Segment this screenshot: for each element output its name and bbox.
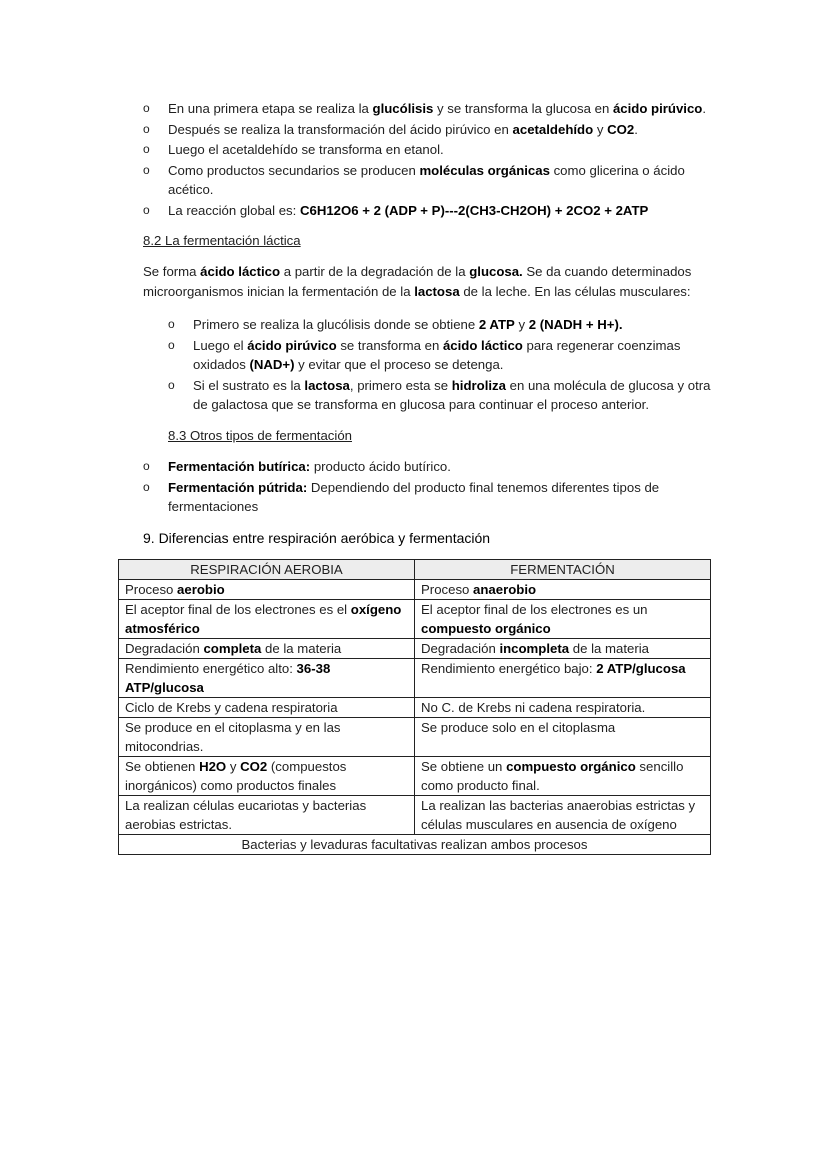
- bold-term: anaerobio: [473, 582, 537, 597]
- cell-aerobic: El aceptor final de los electrones es el oxígeno atmosférico: [119, 600, 415, 639]
- bold-term: 2 ATP: [478, 317, 515, 332]
- list-item: o Fermentación pútrida: Dependiendo del producto final tenemos diferentes tipos de fermentaciones: [143, 478, 713, 517]
- bold-term: acetaldehído: [512, 121, 594, 137]
- bold-term: oxígeno atmosférico: [125, 602, 402, 636]
- cell-aerobic: Rendimiento energético alto: 36-38 ATP/glucosa: [119, 659, 415, 698]
- bold-term: glucólisis: [372, 101, 434, 116]
- section-heading-other: 8.3 Otros tipos de fermentación: [168, 428, 352, 443]
- bold-term: incompleta: [499, 641, 570, 656]
- bold-term: CO2: [607, 121, 635, 137]
- bold-term: aerobio: [177, 582, 225, 597]
- bold-term: compuesto orgánico: [421, 621, 551, 636]
- cell-fermentation: La realizan las bacterias anaerobias estrictas y células musculares en ausencia de oxígeno: [415, 796, 711, 835]
- bold-term: 36-38 ATP/glucosa: [125, 661, 331, 695]
- cell-aerobic: Ciclo de Krebs y cadena respiratoria: [119, 698, 415, 718]
- cell-fermentation: Se obtiene un compuesto orgánico sencillo como producto final.: [415, 757, 711, 796]
- differences-heading: 9. Diferencias entre respiración aeróbica y fermentación: [143, 530, 491, 546]
- bold-term: ácido pirúvico: [612, 101, 703, 116]
- comparison-table: [118, 559, 711, 855]
- list-item: o Después se realiza la transformación del ácido pirúvico en acetaldehído y CO2.: [143, 120, 723, 140]
- table-footer-cell: Bacterias y levaduras facultativas realizan ambos procesos: [119, 835, 711, 855]
- bold-term: moléculas orgánicas: [419, 162, 550, 178]
- lactic-steps-list: [168, 315, 713, 416]
- table-row: [119, 639, 711, 659]
- bold-term: glucosa.: [469, 264, 523, 279]
- bold-term: completa: [203, 641, 262, 656]
- bold-term: lactosa: [414, 283, 460, 299]
- table-row: [119, 580, 711, 600]
- cell-aerobic: Degradación completa de la materia: [119, 639, 415, 659]
- bold-term: H2O: [199, 759, 227, 774]
- cell-aerobic: Se obtienen H2O y CO2 (compuestos inorgánicos) como productos finales: [119, 757, 415, 796]
- column-header-fermentation: FERMENTACIÓN: [415, 560, 711, 580]
- bold-term: ácido láctico: [442, 337, 523, 353]
- bold-term: C6H12O6 + 2 (ADP + P)---2(CH3-CH2OH) + 2CO2 + 2ATP: [299, 202, 649, 218]
- bold-term: 2 ATP/glucosa: [596, 661, 686, 676]
- cell-fermentation: Proceso anaerobio: [415, 580, 711, 600]
- list-item: o Luego el acetaldehído se transforma en etanol.: [143, 140, 723, 160]
- bold-term: 2 (NADH + H+).: [528, 317, 623, 332]
- list-item: o Primero se realiza la glucólisis donde se obtiene 2 ATP y 2 (NADH + H+).: [168, 315, 713, 335]
- list-item: o Si el sustrato es la lactosa, primero esta se hidroliza en una molécula de glucosa y otra de galactosa que se transforma en glucosa para continuar el proceso anterior.: [168, 376, 713, 415]
- bold-term: Fermentación butírica:: [168, 459, 311, 474]
- fermentation-steps-list: [143, 99, 723, 221]
- table-row: [119, 718, 711, 757]
- cell-fermentation: Se produce solo en el citoplasma: [415, 718, 711, 757]
- bold-term: Fermentación pútrida:: [168, 479, 308, 495]
- table-header-row: [119, 560, 711, 580]
- table-body: [119, 580, 711, 835]
- section-heading-lactic: 8.2 La fermentación láctica: [143, 233, 301, 248]
- bold-term: (NAD+): [249, 357, 295, 372]
- bold-term: ácido láctico: [200, 264, 281, 279]
- table-row: [119, 698, 711, 718]
- cell-fermentation: El aceptor final de los electrones es un compuesto orgánico: [415, 600, 711, 639]
- cell-fermentation: No C. de Krebs ni cadena respiratoria.: [415, 698, 711, 718]
- bold-term: hidroliza: [451, 377, 506, 393]
- list-item: o Luego el ácido pirúvico se transforma en ácido láctico para regenerar coenzimas oxidados (NAD+) y evitar que el proceso se detenga.: [168, 336, 713, 375]
- cell-aerobic: Proceso aerobio: [119, 580, 415, 600]
- list-item: o La reacción global es: C6H12O6 + 2 (ADP + P)---2(CH3-CH2OH) + 2CO2 + 2ATP: [143, 201, 723, 221]
- bold-term: CO2: [240, 759, 268, 774]
- list-item: o Fermentación butírica: producto ácido butírico.: [143, 457, 713, 477]
- table-footer-row: [119, 835, 711, 855]
- list-item: o Como productos secundarios se producen moléculas orgánicas como glicerina o ácido acético.: [143, 161, 723, 200]
- table-row: [119, 600, 711, 639]
- cell-fermentation: Degradación incompleta de la materia: [415, 639, 711, 659]
- table-row: [119, 659, 711, 698]
- bold-term: compuesto orgánico: [506, 759, 636, 774]
- lactic-paragraph: Se forma ácido láctico a partir de la degradación de la glucosa. Se da cuando determinados microorganismos inician la fermentación de la lactosa de la leche. En las células musculares:: [143, 264, 692, 299]
- cell-aerobic: La realizan células eucariotas y bacterias aerobias estrictas.: [119, 796, 415, 835]
- list-item: o En una primera etapa se realiza la glucólisis y se transforma la glucosa en ácido pirúvico.: [143, 99, 723, 119]
- cell-fermentation: Rendimiento energético bajo: 2 ATP/glucosa: [415, 659, 711, 698]
- table-row: [119, 796, 711, 835]
- cell-aerobic: Se produce en el citoplasma y en las mitocondrias.: [119, 718, 415, 757]
- bold-term: ácido pirúvico: [247, 337, 337, 353]
- table-row: [119, 757, 711, 796]
- other-fermentations-list: [143, 457, 713, 518]
- bold-term: lactosa: [304, 377, 350, 393]
- column-header-aerobic: RESPIRACIÓN AEROBIA: [119, 560, 415, 580]
